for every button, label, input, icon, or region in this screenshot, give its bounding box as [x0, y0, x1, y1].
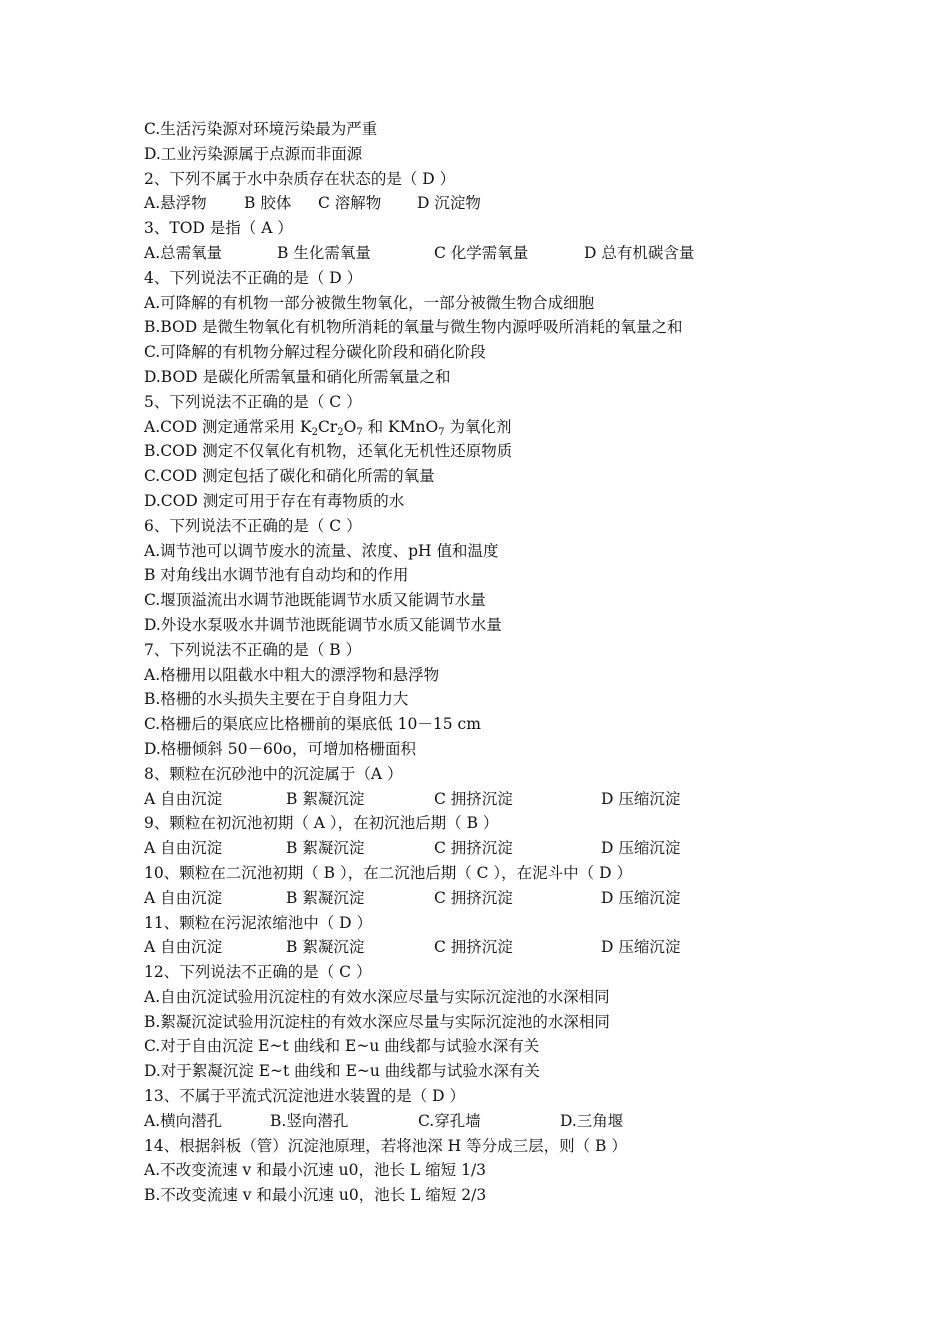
- text-line: C.格栅后的渠底应比格栅前的渠底低 10－15 cm: [144, 715, 481, 734]
- options-row: [144, 191, 844, 216]
- text-line: A.调节池可以调节废水的流量、浓度、pH 值和温度: [144, 541, 499, 560]
- options-row: [144, 886, 844, 911]
- option-label: C 溶解物: [318, 194, 382, 213]
- options-row: [144, 836, 844, 861]
- text-line: B.BOD 是微生物氧化有机物所消耗的氧量与微生物内源呼吸所消耗的氧量之和: [144, 318, 683, 337]
- option-label: D.三角堰: [560, 1111, 624, 1130]
- subscript: 7: [438, 426, 445, 438]
- option-label: D 总有机碳含量: [584, 243, 695, 262]
- question-list: [144, 117, 844, 1208]
- text-line: 5、下列说法不正确的是（ C ）: [144, 392, 362, 411]
- text-line: D.COD 测定可用于存在有毒物质的水: [144, 491, 405, 510]
- option-label: C.穿孔墙: [418, 1111, 481, 1130]
- option-label: C 拥挤沉淀: [434, 938, 513, 957]
- option-label: D 压缩沉淀: [601, 888, 681, 907]
- option-label: B 絮凝沉淀: [286, 938, 365, 957]
- option-label: D 压缩沉淀: [601, 938, 681, 957]
- text-line: A.格栅用以阻截水中粗大的漂浮物和悬浮物: [144, 665, 440, 684]
- text-line: B.絮凝沉淀试验用沉淀柱的有效水深应尽量与实际沉淀池的水深相同: [144, 1012, 610, 1031]
- option-label: D 沉淀物: [417, 194, 481, 213]
- text-line: A.不改变流速 v 和最小沉速 u0，池长 L 缩短 1/3: [144, 1161, 487, 1180]
- option-label: A.悬浮物: [144, 194, 207, 213]
- text-line: C.对于自由沉淀 E~t 曲线和 E~u 曲线都与试验水深有关: [144, 1037, 540, 1056]
- options-row: [144, 241, 844, 266]
- option-label: D 压缩沉淀: [601, 789, 681, 808]
- option-label: C 拥挤沉淀: [434, 888, 513, 907]
- text-line: 7、下列说法不正确的是（ B ）: [144, 640, 362, 659]
- option-label: C 拥挤沉淀: [434, 839, 513, 858]
- option-label: C 拥挤沉淀: [434, 789, 513, 808]
- option-label: A 自由沉淀: [144, 789, 223, 808]
- text-line: 2、下列不属于水中杂质存在状态的是（ D ）: [144, 169, 456, 188]
- option-label: A.横向潜孔: [144, 1111, 223, 1130]
- option-label: A 自由沉淀: [144, 938, 223, 957]
- option-label: B.竖向潜孔: [270, 1111, 349, 1130]
- option-label: B 絮凝沉淀: [286, 888, 365, 907]
- text-line: B.格栅的水头损失主要在于自身阻力大: [144, 690, 409, 709]
- text-line: D.对于絮凝沉淀 E~t 曲线和 E~u 曲线都与试验水深有关: [144, 1062, 540, 1081]
- text-line: D.格栅倾斜 50－60o，可增加格栅面积: [144, 739, 417, 758]
- text-line: 13、不属于平流式沉淀池进水装置的是（ D ）: [144, 1087, 466, 1106]
- text-line: B 对角线出水调节池有自动均和的作用: [144, 566, 409, 585]
- text-line: B.不改变流速 v 和最小沉速 u0，池长 L 缩短 2/3: [144, 1186, 487, 1205]
- text-line: 4、下列说法不正确的是（ D ）: [144, 268, 363, 287]
- options-row: [144, 787, 844, 812]
- text-line: 9、颗粒在初沉池初期（ A ），在初沉池后期（ B ）: [144, 814, 499, 833]
- formula-text: Cr: [317, 417, 338, 436]
- formula-line: [144, 415, 844, 440]
- option-label: D 压缩沉淀: [601, 839, 681, 858]
- option-label: B 胶体: [244, 194, 292, 213]
- text-line: D.外设水泵吸水井调节池既能调节水质又能调节水量: [144, 615, 502, 634]
- text-line: 14、根据斜板（管）沉淀池原理，若将池深 H 等分成三层，则（ B ）: [144, 1136, 627, 1155]
- text-line: 8、颗粒在沉砂池中的沉淀属于（A ）: [144, 764, 403, 783]
- text-line: A.自由沉淀试验用沉淀柱的有效水深应尽量与实际沉淀池的水深相同: [144, 987, 610, 1006]
- text-line: 12、下列说法不正确的是（ C ）: [144, 963, 372, 982]
- text-line: B.COD 测定不仅氧化有机物，还氧化无机性还原物质: [144, 442, 513, 461]
- text-line: D.BOD 是碳化所需氧量和硝化所需氧量之和: [144, 367, 451, 386]
- option-label: B 生化需氧量: [277, 243, 371, 262]
- option-label: B 絮凝沉淀: [286, 789, 365, 808]
- text-line: A.可降解的有机物一部分被微生物氧化，一部分被微生物合成细胞: [144, 293, 595, 312]
- text-line: 11、颗粒在污泥浓缩池中（ D ）: [144, 913, 373, 932]
- subscript: 2: [311, 426, 318, 438]
- subscript: 2: [337, 426, 344, 438]
- formula-text: A.COD 测定通常采用 K: [144, 417, 312, 436]
- text-line: 3、TOD 是指（ A ）: [144, 219, 293, 238]
- option-label: A 自由沉淀: [144, 888, 223, 907]
- formula-text: O: [343, 417, 357, 436]
- text-line: C.堰顶溢流出水调节池既能调节水质又能调节水量: [144, 591, 486, 610]
- formula-text: 为氧化剂: [444, 417, 512, 436]
- text-line: C.可降解的有机物分解过程分碳化阶段和硝化阶段: [144, 343, 486, 362]
- formula-text: 和 KMnO: [362, 417, 439, 436]
- text-line: 6、下列说法不正确的是（ C ）: [144, 516, 362, 535]
- option-label: B 絮凝沉淀: [286, 839, 365, 858]
- text-line: 10、颗粒在二沉池初期（ B ），在二沉池后期（ C ），在泥斗中（ D ）: [144, 863, 632, 882]
- text-line: C.COD 测定包括了碳化和硝化所需的氧量: [144, 467, 435, 486]
- text-line: C.生活污染源对环境污染最为严重: [144, 120, 378, 138]
- options-row: [144, 1109, 844, 1134]
- subscript: 7: [356, 426, 363, 438]
- options-row: [144, 935, 844, 960]
- option-label: A.总需氧量: [144, 243, 223, 262]
- option-label: A 自由沉淀: [144, 839, 223, 858]
- option-label: C 化学需氧量: [434, 243, 529, 262]
- text-line: D.工业污染源属于点源而非面源: [144, 144, 363, 163]
